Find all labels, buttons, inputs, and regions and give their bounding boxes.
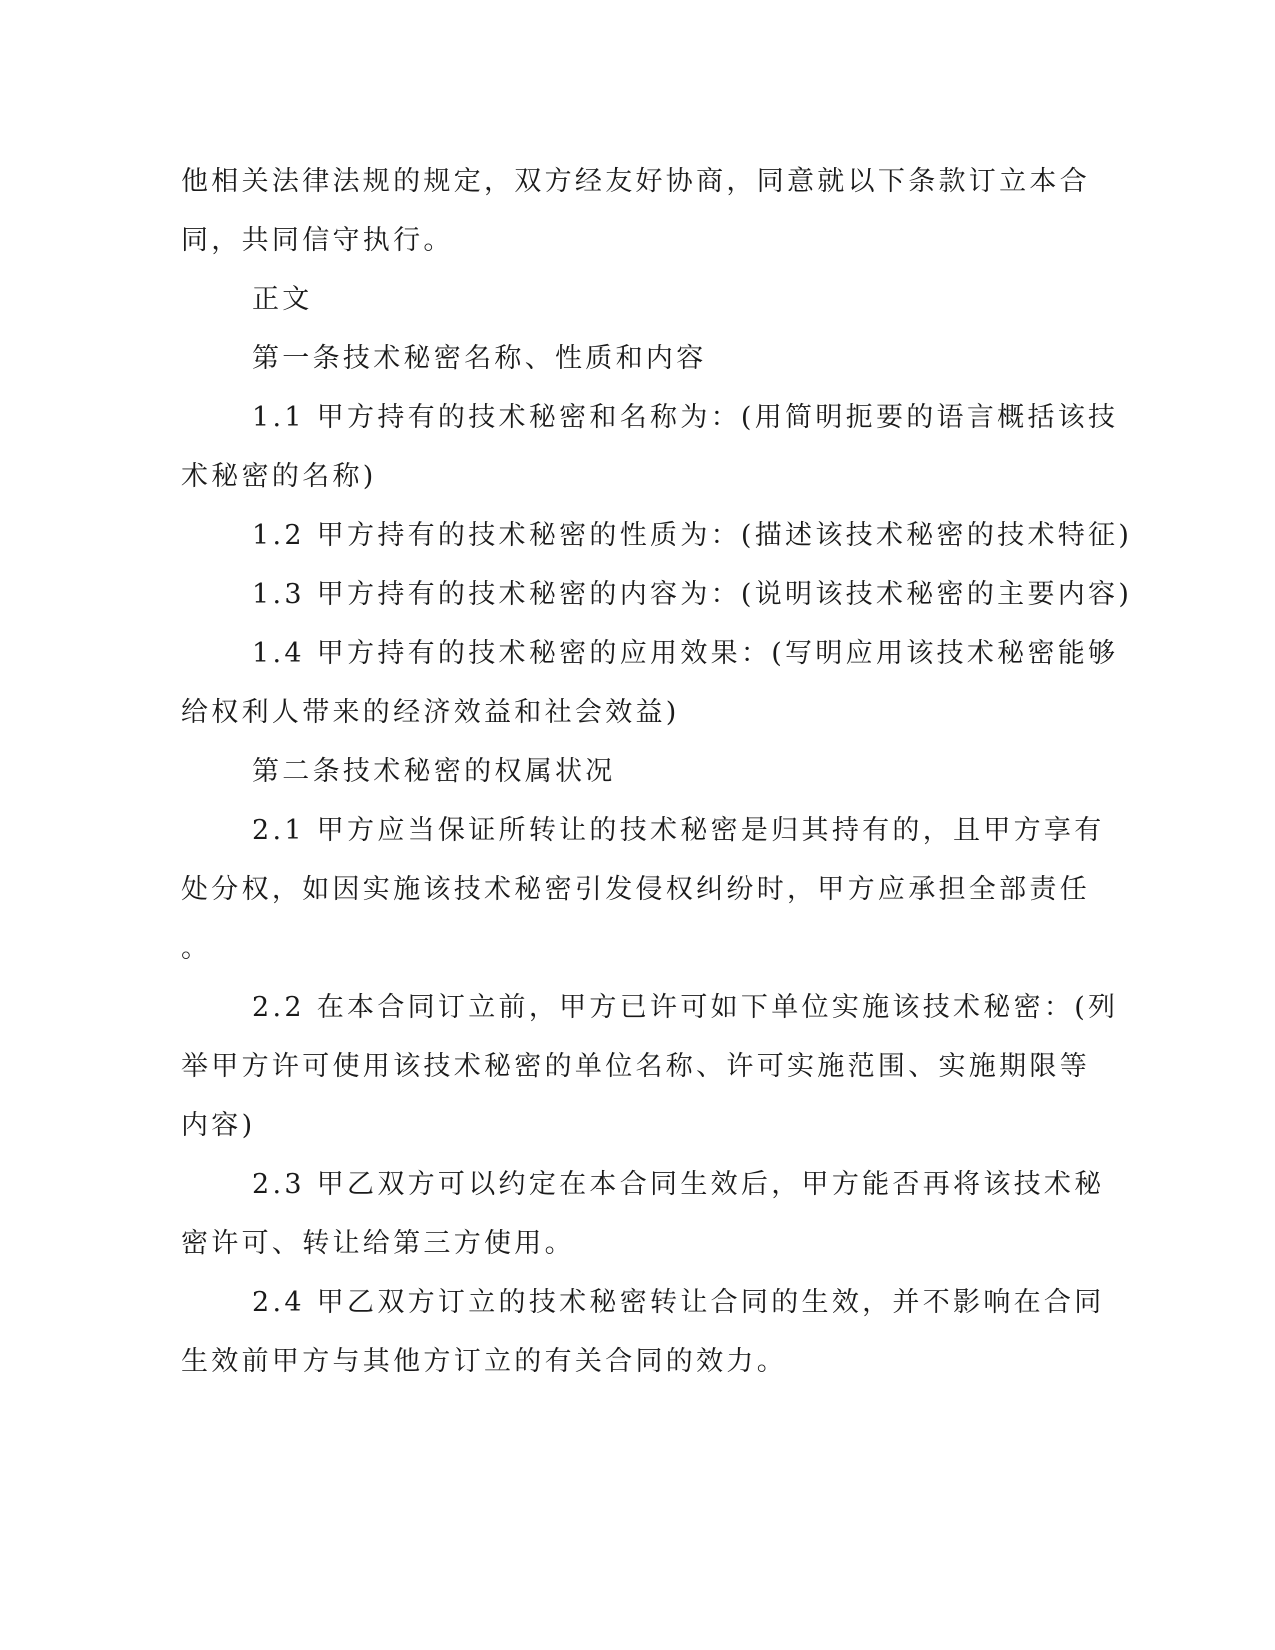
- paragraph-clause-2-4: [181, 1273, 1105, 1391]
- text-line: 1.2 甲方持有的技术秘密的性质为：(描述该技术秘密的技术特征): [252, 520, 1133, 551]
- text-line: 。: [181, 933, 212, 964]
- text-line: 密许可、转让给第三方使用。: [181, 1228, 575, 1259]
- text-line: 生效前甲方与其他方订立的有关合同的效力。: [181, 1346, 787, 1377]
- paragraph-zhengwen: [181, 270, 1051, 329]
- text-line: 正文: [252, 284, 313, 315]
- text-line: 他相关法律法规的规定，双方经友好协商，同意就以下条款订立本合: [181, 166, 1090, 197]
- text-line: 2.1 甲方应当保证所转让的技术秘密是归其持有的，且甲方享有: [252, 815, 1105, 846]
- paragraph-clause-1-2: [181, 506, 1133, 565]
- text-line: 同，共同信守执行。: [181, 225, 454, 256]
- paragraph-clause-1-3: [181, 565, 1133, 624]
- text-line: 2.2 在本合同订立前，甲方已许可如下单位实施该技术秘密：(列: [252, 992, 1119, 1023]
- text-line: 内容): [181, 1110, 256, 1141]
- text-line: 给权利人带来的经济效益和社会效益): [181, 697, 680, 728]
- text-line: 第二条技术秘密的权属状况: [252, 756, 616, 787]
- paragraph-clause-2-1: [181, 801, 1105, 978]
- paragraph-article-2: [181, 742, 1051, 801]
- text-line: 处分权，如因实施该技术秘密引发侵权纠纷时，甲方应承担全部责任: [181, 874, 1090, 905]
- text-line: 1.4 甲方持有的技术秘密的应用效果：(写明应用该技术秘密能够: [252, 638, 1119, 669]
- text-line: 2.3 甲乙双方可以约定在本合同生效后，甲方能否再将该技术秘: [252, 1169, 1105, 1200]
- paragraph-clause-1-1: [181, 388, 1119, 506]
- paragraph-article-1: [181, 329, 1051, 388]
- text-line: 举甲方许可使用该技术秘密的单位名称、许可实施范围、实施期限等: [181, 1051, 1090, 1082]
- text-line: 2.4 甲乙双方订立的技术秘密转让合同的生效，并不影响在合同: [252, 1287, 1105, 1318]
- paragraph-clause-1-4: [181, 624, 1119, 742]
- document-body: [181, 152, 1133, 1391]
- paragraph-intro: [181, 152, 1090, 270]
- text-line: 第一条技术秘密名称、性质和内容: [252, 343, 707, 374]
- text-line: 1.3 甲方持有的技术秘密的内容为：(说明该技术秘密的主要内容): [252, 579, 1133, 610]
- text-line: 术秘密的名称): [181, 461, 377, 492]
- text-line: 1.1 甲方持有的技术秘密和名称为：(用简明扼要的语言概括该技: [252, 402, 1119, 433]
- paragraph-clause-2-3: [181, 1155, 1105, 1273]
- paragraph-clause-2-2: [181, 978, 1119, 1155]
